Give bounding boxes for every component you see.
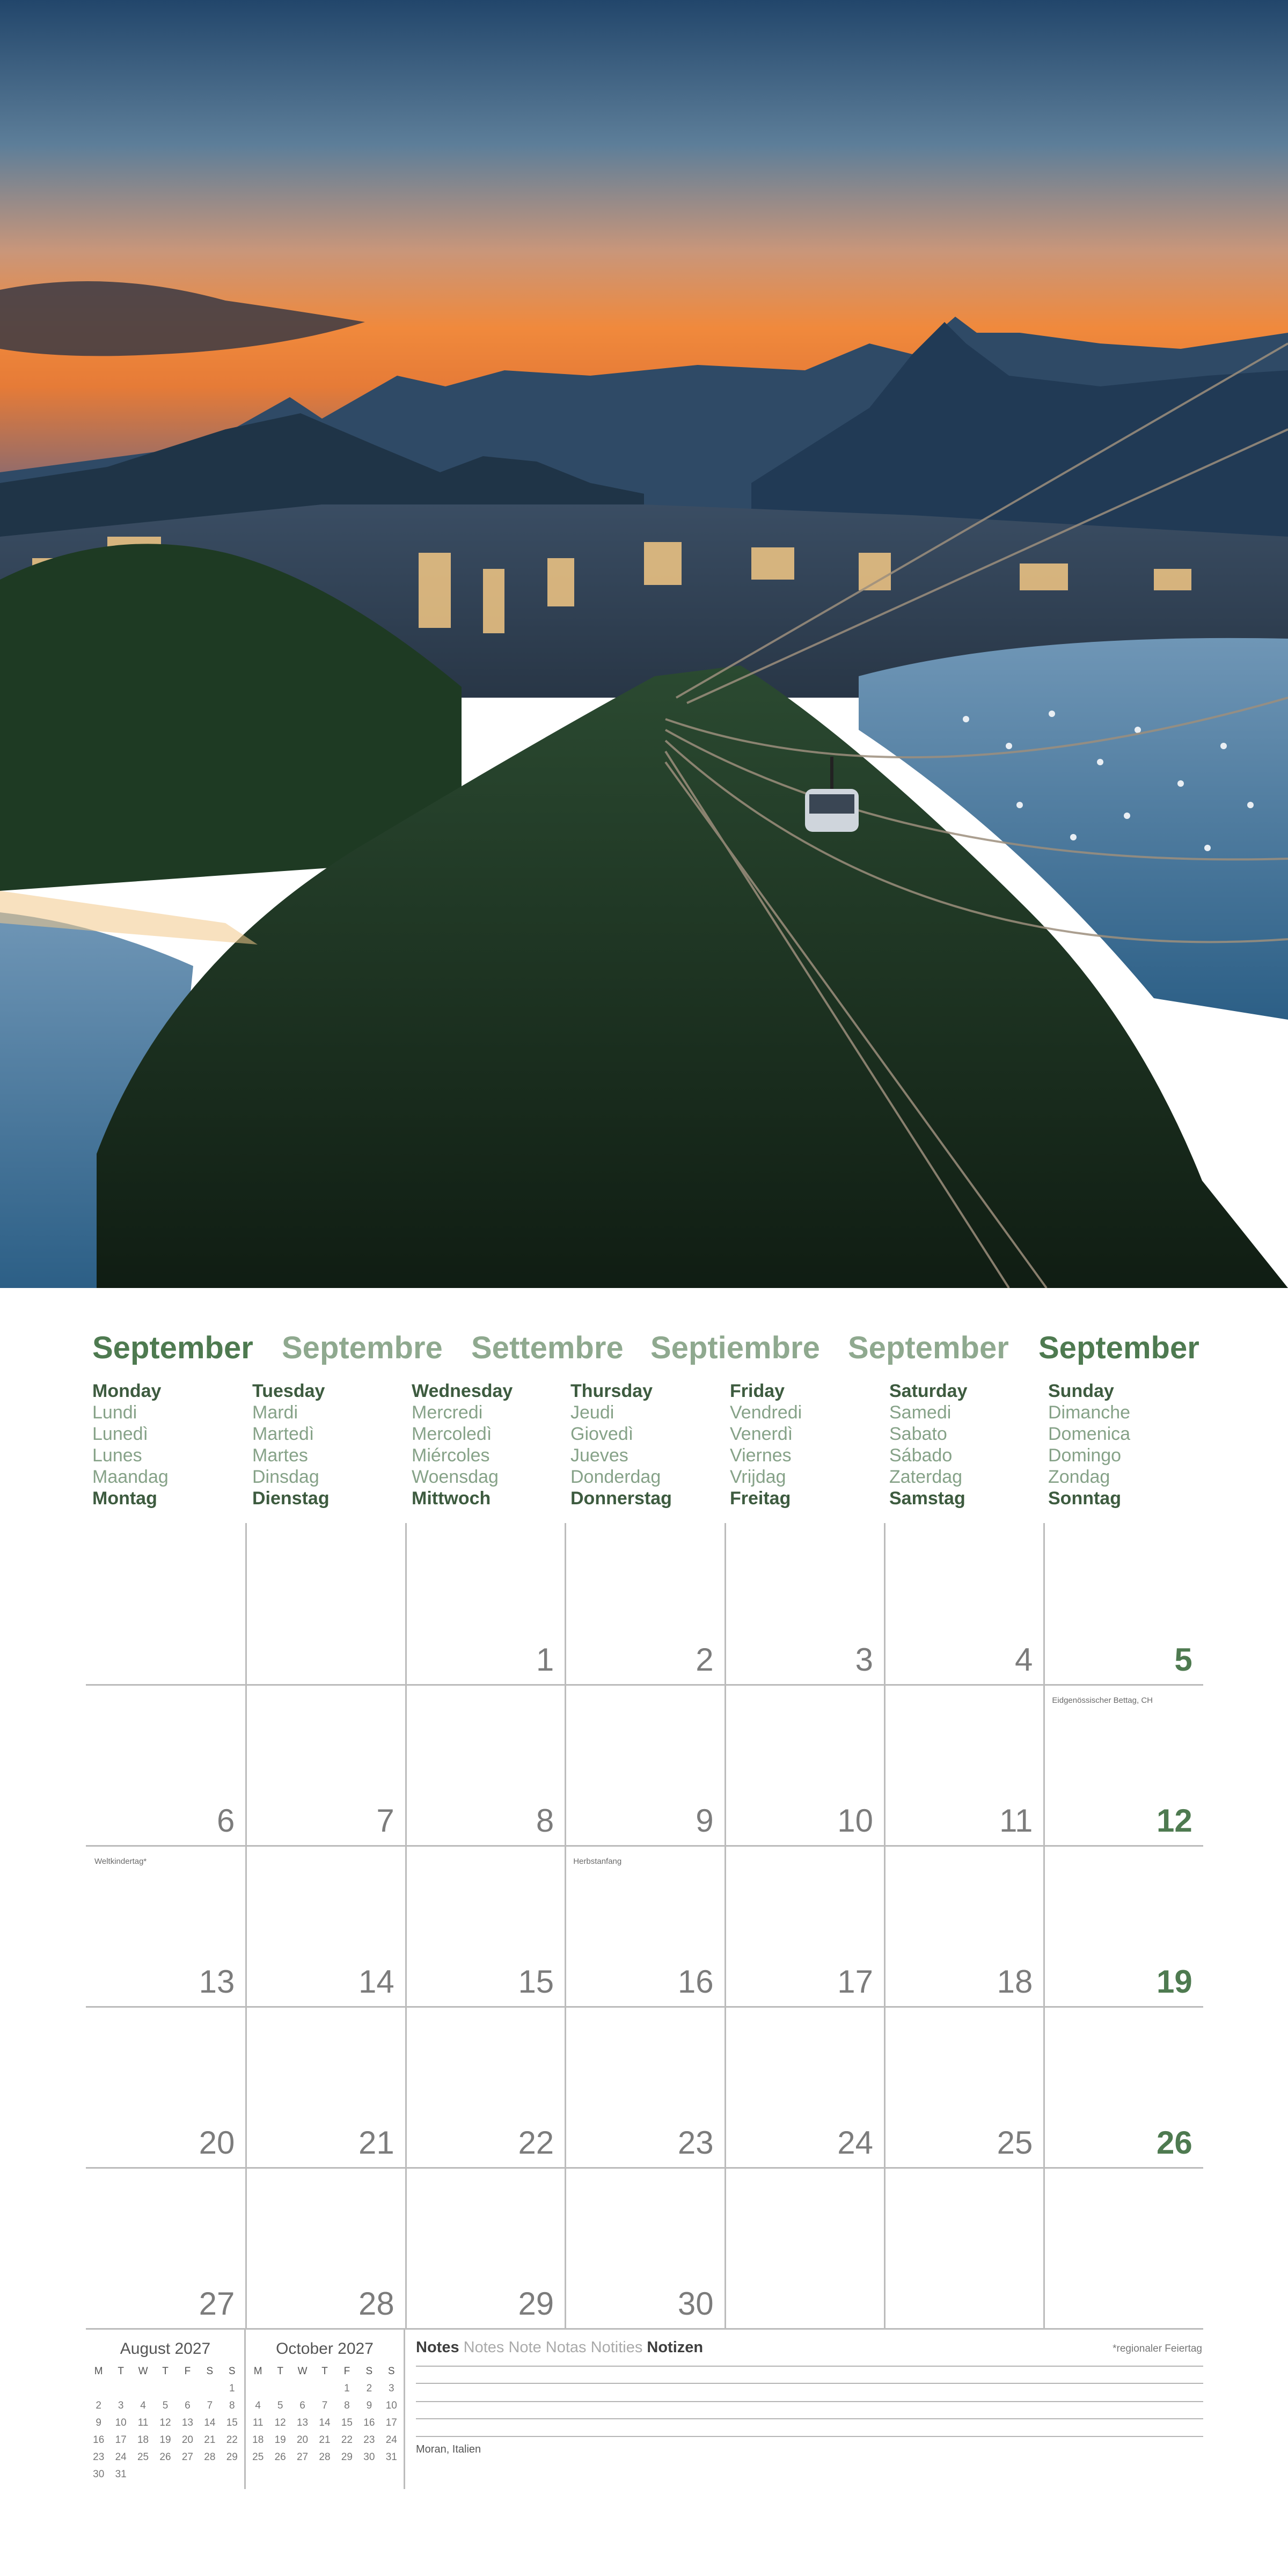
mini-day: 3 [118,2400,124,2411]
mini-day: 7 [207,2400,213,2411]
weekday-name: Sabato [889,1424,947,1444]
date-cell[interactable]: 17 [837,1964,873,2000]
holiday-footnote: *regionaler Feiertag [1113,2343,1202,2354]
date-cell[interactable]: 6 [217,1803,235,1839]
weekday-name: Domingo [1048,1445,1122,1466]
grid-divider [86,2167,1203,2169]
mini-day [154,2469,176,2482]
weekday-name: Saturday [889,1381,968,1401]
weekday-name: Friday [730,1381,785,1401]
mini-day: 23 [93,2451,105,2463]
notes-label: Notizen [647,2339,704,2356]
weekday-name: Viernes [730,1445,792,1466]
date-cell-sunday[interactable]: 26 [1157,2125,1192,2161]
mini-day: 14 [204,2417,216,2428]
grid-divider [86,1845,1203,1847]
mini-day: 5 [162,2400,169,2411]
weekday-name: Vrijdag [730,1467,786,1487]
mini-day: 17 [385,2417,397,2428]
mini-day: 1 [229,2383,235,2394]
grid-divider [565,1523,566,2328]
weekday-name: Lunes [92,1445,142,1466]
mini-day: 26 [274,2451,286,2463]
month-name: September [92,1330,253,1365]
date-cell[interactable]: 24 [837,2125,873,2161]
mini-day: 19 [274,2434,286,2446]
mini-weekday: T [162,2366,169,2377]
weekday-name: Giovedì [570,1424,634,1444]
mini-day: 6 [299,2400,305,2411]
mini-weekday: T [321,2366,328,2377]
date-cell-sunday[interactable]: 19 [1157,1964,1192,2000]
mini-day: 25 [137,2451,149,2463]
date-cell[interactable]: 23 [677,2125,714,2161]
mini-calendar-title: August 2027 [120,2340,211,2358]
weekday-name: Donderdag [570,1467,661,1487]
mini-weekday: S [228,2366,236,2377]
grid-divider [86,2006,1203,2008]
date-cell[interactable]: 11 [999,1803,1033,1839]
mini-weekday: T [118,2366,124,2377]
mini-day: 13 [296,2417,309,2428]
holiday-label: Weltkindertag* [94,1857,147,1866]
mini-day: 20 [296,2434,309,2446]
mini-day: 4 [255,2400,261,2411]
weekday-name: Mardi [252,1402,298,1423]
weekday-name: Martedì [252,1424,314,1444]
mini-day: 5 [277,2400,283,2411]
weekday-name: Domenica [1048,1424,1131,1444]
notes-label: Notes [463,2339,504,2356]
notes-label: Notities [590,2339,643,2356]
mini-weekday: F [184,2366,191,2377]
mini-day: 9 [366,2400,372,2411]
mini-calendar [247,2340,402,2465]
mini-day: 27 [296,2451,309,2463]
notes-label: Notas [545,2339,587,2356]
mini-weekday: S [387,2366,395,2377]
weekday-name: Vendredi [730,1402,802,1423]
mini-day [109,2383,131,2396]
weekday-name: Sonntag [1048,1488,1121,1509]
month-name: Settembre [471,1330,624,1365]
holiday-label: Eidgenössischer Bettag, CH [1052,1696,1153,1705]
mini-day: 22 [341,2434,353,2446]
notes-label: Note [508,2339,541,2356]
mini-day: 29 [226,2451,238,2463]
mini-day: 31 [115,2469,127,2480]
date-cell[interactable]: 29 [518,2286,554,2322]
weekday-name: Miércoles [412,1445,490,1466]
date-cell[interactable]: 30 [677,2286,714,2322]
note-line [416,2383,1203,2384]
weekday-name: Montag [92,1488,157,1509]
mini-day: 30 [93,2469,105,2480]
mini-day: 18 [252,2434,264,2446]
date-cell-sunday[interactable]: 12 [1157,1803,1192,1839]
mini-day: 22 [226,2434,238,2446]
weekday-name: Mittwoch [412,1488,491,1509]
mini-day [269,2383,291,2396]
footer-divider [404,2328,405,2489]
date-cell[interactable]: 4 [1015,1642,1033,1678]
weekday-column [570,1380,672,1509]
mini-day: 17 [115,2434,127,2446]
mini-weekday: S [365,2366,373,2377]
date-cell[interactable]: 28 [358,2286,394,2322]
mini-day: 9 [96,2417,101,2428]
weekday-name: Mercredi [412,1402,483,1423]
weekday-name: Woensdag [412,1467,499,1487]
grid-divider [1043,1523,1045,2328]
mini-day: 10 [385,2400,397,2411]
mini-day: 11 [252,2417,264,2428]
month-name: September [848,1330,1009,1365]
mini-day: 20 [181,2434,193,2446]
mini-day: 31 [385,2451,397,2463]
grid-divider [724,1523,726,2328]
mini-day: 24 [385,2434,397,2446]
weekday-name: Tuesday [252,1381,325,1401]
mini-day [132,2469,154,2482]
weekday-name: Monday [92,1381,162,1401]
mini-day: 7 [321,2400,328,2411]
weekday-name: Sunday [1048,1381,1114,1401]
weekday-name: Donnerstag [570,1488,672,1509]
mini-day: 14 [319,2417,331,2428]
mini-day [199,2469,221,2482]
weekday-name: Martes [252,1445,308,1466]
date-cell[interactable]: 27 [199,2286,235,2322]
mini-day: 16 [363,2417,375,2428]
date-cell[interactable]: 20 [199,2125,235,2161]
weekday-column [889,1380,968,1509]
mini-weekday: S [206,2366,214,2377]
date-cell[interactable]: 16 [677,1964,714,2000]
mini-day: 2 [96,2400,101,2411]
weekday-name: Samedi [889,1402,952,1423]
date-cell[interactable]: 2 [696,1642,714,1678]
month-name: Septembre [282,1330,443,1365]
weekday-name: Maandag [92,1467,169,1487]
mini-day: 29 [341,2451,353,2463]
mini-day [87,2383,109,2396]
weekday-name: Mercoledì [412,1424,492,1444]
note-line [416,2401,1203,2402]
weekday-column [252,1380,330,1509]
mini-day [177,2469,199,2482]
date-cell[interactable]: 10 [837,1803,873,1839]
mini-day: 10 [115,2417,127,2428]
mini-weekday: W [297,2366,308,2377]
note-line [416,2436,1203,2437]
mini-day: 6 [185,2400,191,2411]
weekday-name: Zondag [1048,1467,1110,1487]
mini-weekday: F [343,2366,350,2377]
mini-day: 8 [344,2400,350,2411]
mini-day: 13 [181,2417,193,2428]
mini-day: 4 [140,2400,146,2411]
date-cell[interactable]: 21 [358,2125,394,2161]
date-cell-sunday[interactable]: 5 [1174,1642,1192,1678]
mini-day: 28 [319,2451,331,2463]
mini-day: 15 [226,2417,238,2428]
mini-day: 15 [341,2417,353,2428]
weekday-name: Dienstag [252,1488,330,1509]
mini-day [177,2383,199,2396]
weekday-name: Lunedì [92,1424,148,1444]
mini-day [132,2383,154,2396]
holiday-label: Herbstanfang [573,1857,622,1866]
date-cell[interactable]: 18 [997,1964,1033,2000]
mini-weekday: W [138,2366,148,2377]
mini-day: 8 [229,2400,235,2411]
weekday-column [730,1380,802,1509]
note-line [416,2418,1203,2419]
mini-day: 12 [274,2417,286,2428]
mini-day: 23 [363,2434,375,2446]
mini-day: 2 [366,2383,372,2394]
weekday-name: Dinsdag [252,1467,319,1487]
grid-divider [884,1523,885,2328]
date-cell[interactable]: 22 [518,2125,554,2161]
weekday-name: Lundi [92,1402,137,1423]
weekday-column [1048,1380,1130,1509]
date-cell[interactable]: 7 [376,1803,394,1839]
notes-heading [416,2339,703,2357]
mini-calendar-title: October 2027 [276,2340,374,2358]
mini-day: 27 [181,2451,193,2463]
grid-divider [86,1684,1203,1686]
photo-caption: Moran, Italien [416,2443,481,2455]
mini-day [247,2383,269,2396]
mini-day: 21 [319,2434,331,2446]
date-cell[interactable]: 14 [358,1964,394,2000]
note-line [416,2366,1203,2367]
weekday-name: Venerdì [730,1424,793,1444]
mini-calendar [87,2340,243,2482]
weekday-column [412,1380,513,1509]
mini-day: 16 [93,2434,105,2446]
mini-day: 30 [363,2451,375,2463]
date-cell[interactable]: 13 [199,1964,235,2000]
mini-weekday: M [253,2366,262,2377]
weekday-name: Samstag [889,1488,965,1509]
weekday-name: Dimanche [1048,1402,1131,1423]
mini-day [313,2383,335,2396]
notes-label: Notes [416,2339,459,2356]
footer-divider [244,2328,246,2489]
mini-day: 26 [159,2451,171,2463]
mini-day [199,2383,221,2396]
weekday-name: Sábado [889,1445,953,1466]
date-cell[interactable]: 1 [536,1642,554,1678]
mini-day: 12 [159,2417,171,2428]
mini-day: 21 [204,2434,216,2446]
mini-weekday: M [94,2366,103,2377]
weekday-name: Jeudi [570,1402,614,1423]
mini-day: 28 [204,2451,216,2463]
mini-day [221,2469,243,2482]
mini-day: 18 [137,2434,149,2446]
weekday-name: Wednesday [412,1381,513,1401]
mini-day [291,2383,313,2396]
mini-day: 11 [137,2417,149,2428]
weekday-name: Zaterdag [889,1467,963,1487]
date-cell[interactable]: 25 [997,2125,1033,2161]
date-cell[interactable]: 8 [536,1803,554,1839]
mini-day: 3 [388,2383,394,2394]
date-cell[interactable]: 15 [518,1964,554,2000]
grid-divider [405,1523,407,2328]
mini-day: 24 [115,2451,127,2463]
grid-divider [245,1523,247,2328]
month-name: September [1038,1330,1199,1365]
grid-divider [86,2328,1203,2330]
mini-day: 25 [252,2451,264,2463]
date-cell[interactable]: 3 [855,1642,873,1678]
weekday-name: Jueves [570,1445,628,1466]
mini-day: 1 [344,2383,350,2394]
mini-day [154,2383,176,2396]
mini-day: 19 [159,2434,171,2446]
weekday-name: Thursday [570,1381,653,1401]
month-name: Septiembre [650,1330,820,1365]
weekday-name: Freitag [730,1488,791,1509]
weekday-column [92,1380,169,1509]
mini-weekday: T [277,2366,283,2377]
date-cell[interactable]: 9 [696,1803,714,1839]
